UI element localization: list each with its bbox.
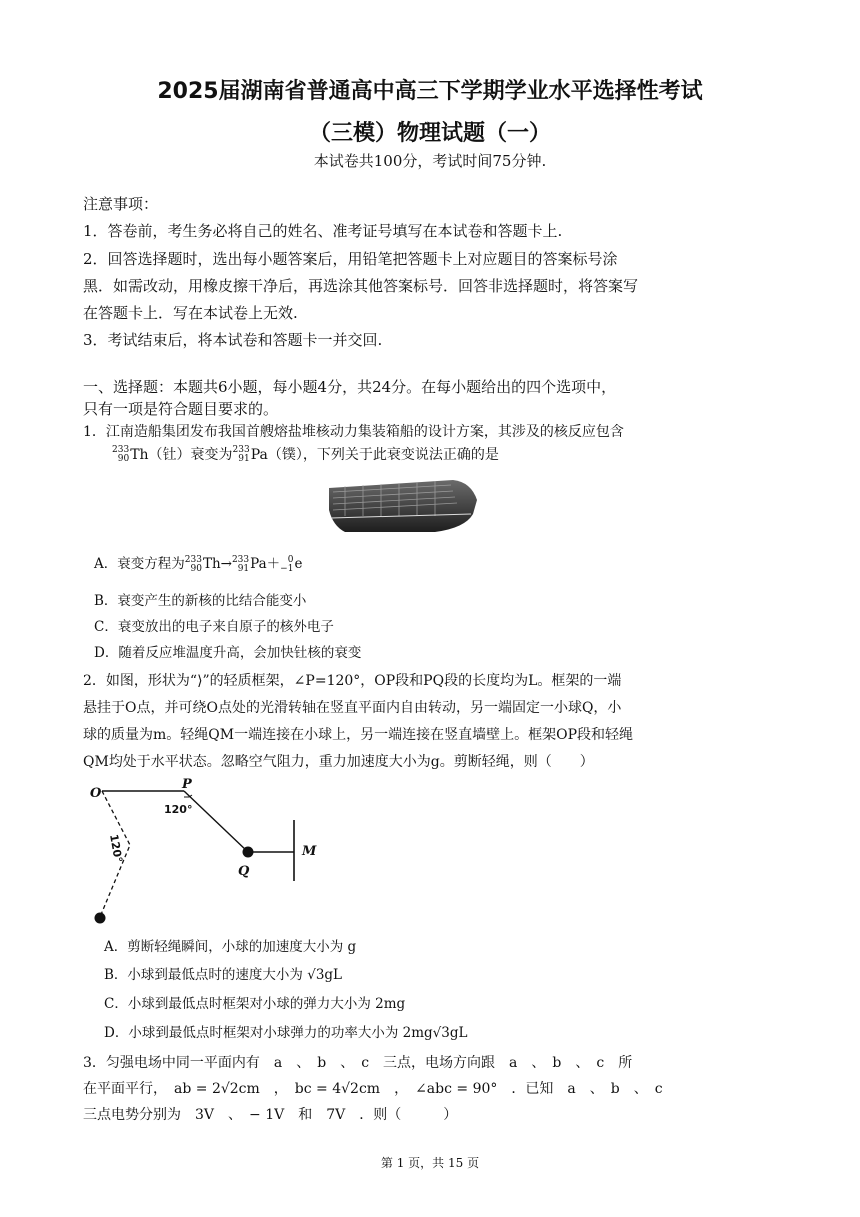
q2-stem-line3: 球的质量为m。轻绳QM一端连接在小球上，另一端连接在竖直墙壁上。框架OP段和轻绳 xyxy=(83,727,633,743)
frame-segment-pq xyxy=(184,791,248,852)
pa-symbol: Pa xyxy=(250,447,268,463)
label-m: M xyxy=(302,844,317,859)
page-title: 2025届湖南省普通高中高三下学期学业水平选择性考试 xyxy=(157,79,703,104)
q1-option-a[interactable]: A．衰变方程为 233 90 Th→ 233 91 Pa＋ 0 −1 e xyxy=(94,554,303,574)
q2-stem-line1: 2．如图，形状为“⟩”的轻质框架，∠P=120°，OP段和PQ段的长度均为L。框架的一端 xyxy=(83,673,622,689)
q2-stem-line4: QM均处于水平状态。忽略空气阻力，重力加速度大小为g。剪断轻绳，则（ ） xyxy=(83,754,594,770)
q2-option-d[interactable]: D．小球到最低点时框架对小球弹力的功率大小为 2mg√3gL xyxy=(104,1025,468,1041)
label-q: Q xyxy=(238,864,250,879)
exam-info: 本试卷共100分，考试时间75分钟. xyxy=(313,152,547,170)
q2-option-a[interactable]: A．剪断轻绳瞬间，小球的加速度大小为 g xyxy=(104,939,357,955)
q1-stem-line2: 233 90 Th（钍）衰变为 233 91 Pa（镤），下列关于此衰变说法正确的是 xyxy=(112,445,499,464)
page-subtitle: （三模）物理试题（一） xyxy=(308,121,551,146)
label-p: P xyxy=(182,777,192,792)
notice-item-1: 1．答卷前，考生务必将自己的姓名、准考证号填写在本试卷和答题卡上. xyxy=(83,222,563,240)
notice-heading: 注意事项： xyxy=(83,195,159,213)
q2-option-b[interactable]: B．小球到最低点时的速度大小为 √3gL xyxy=(104,967,343,983)
notice-item-2-line2: 黑．如需改动，用橡皮擦干净后，再选涂其他答案标号．回答非选择题时，将答案写 xyxy=(83,277,639,295)
q2-stem-line2: 悬挂于O点，并可绕O点处的光滑转轴在竖直平面内自由转动，另一端固定一小球Q，小 xyxy=(83,700,622,716)
angle-label-top: 120° xyxy=(164,803,193,816)
notice-item-2-line1: 2．回答选择题时，选出每小题答案后，用铅笔把答题卡上对应题目的答案标号涂 xyxy=(83,250,618,268)
notice-item-2-line3: 在答题卡上．写在本试卷上无效. xyxy=(83,304,298,322)
q3-stem-line2: 在平面平行， ab = 2√2cm ， bc = 4√2cm ， ∠abc = 90° ．已知 a 、 b 、 c xyxy=(83,1081,663,1097)
page-number: 第 1 页，共 15 页 xyxy=(380,1156,480,1170)
q3-stem-line1: 3．匀强电场中同一平面内有 a 、 b 、 c 三点，电场方向跟 a 、 b 、 c 所 xyxy=(83,1055,633,1071)
label-o: O xyxy=(90,786,102,801)
ball-lowest xyxy=(95,913,106,924)
container-ship-image xyxy=(325,470,480,540)
angle-label-side: 120° xyxy=(107,833,125,864)
section-heading-line1: 一、选择题：本题共6小题，每小题4分，共24分。在每小题给出的四个选项中， xyxy=(83,378,617,396)
q2-frame-diagram xyxy=(80,775,320,930)
q2-option-c[interactable]: C．小球到最低点时框架对小球的弹力大小为 2mg xyxy=(104,996,406,1012)
section-heading-line2: 只有一项是符合题目要求的。 xyxy=(83,400,279,418)
notice-item-3: 3．考试结束后，将本试卷和答题卡一并交回. xyxy=(83,331,383,349)
pa-nuclide-numbers: 233 91 xyxy=(232,445,250,464)
q3-stem-line3: 三点电势分别为 3V 、 − 1V 和 7V ．则（ ） xyxy=(83,1107,458,1123)
q1-option-d[interactable]: D．随着反应堆温度升高，会加快钍核的衰变 xyxy=(94,645,362,661)
ball-q xyxy=(243,847,254,858)
q1-option-c[interactable]: C．衰变放出的电子来自原子的核外电子 xyxy=(94,619,334,635)
q1-option-b[interactable]: B．衰变产生的新核的比结合能变小 xyxy=(94,593,307,609)
th-nuclide-numbers: 233 90 xyxy=(112,445,130,464)
q1-stem-line1: 1．江南造船集团发布我国首艘熔盐堆核动力集装箱船的设计方案，其涉及的核反应包含 xyxy=(83,424,624,440)
th-symbol: Th xyxy=(130,447,149,463)
